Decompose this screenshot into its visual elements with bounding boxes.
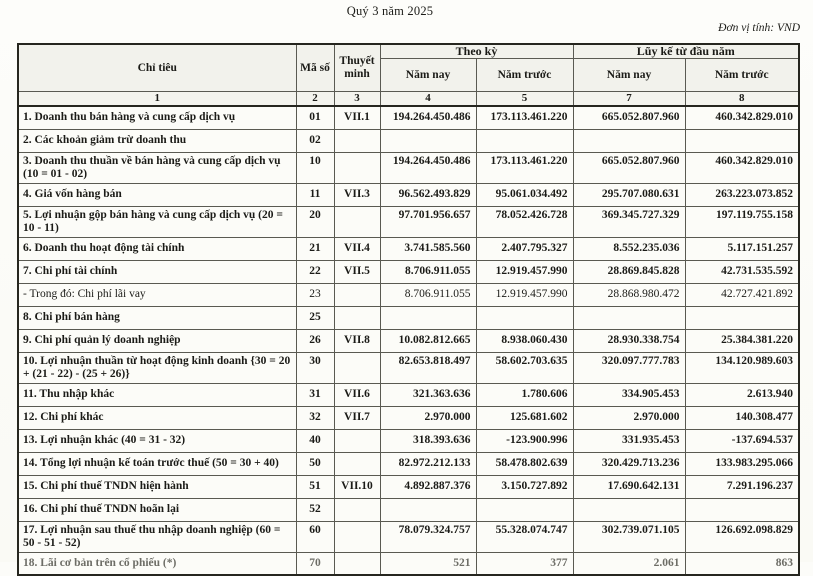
col-header-luy-ke-nam-nay: Năm nay [573, 59, 685, 92]
row-note: VII.1 [334, 106, 380, 129]
value-ytd-prior [685, 129, 799, 152]
row-code: 31 [296, 383, 334, 406]
value-ytd-current: 8.552.235.036 [573, 237, 685, 260]
row-label: 12. Chi phí khác [18, 406, 296, 429]
value-period-current: 194.264.450.486 [380, 106, 476, 129]
col-number: 8 [685, 92, 799, 107]
col-header-chi-tieu: Chỉ tiêu [18, 44, 296, 92]
row-note [334, 521, 380, 552]
col-header-luy-ke-nam-truoc: Năm trước [685, 59, 799, 92]
value-period-current: 97.701.956.657 [380, 206, 476, 237]
value-ytd-current: 369.345.727.329 [573, 206, 685, 237]
row-code: 32 [296, 406, 334, 429]
row-code: 11 [296, 183, 334, 206]
value-ytd-prior: 2.613.940 [685, 383, 799, 406]
col-number: 7 [573, 92, 685, 107]
row-code: 01 [296, 106, 334, 129]
value-period-current: 521 [380, 552, 476, 575]
table-row [18, 498, 799, 521]
value-ytd-current: 334.905.453 [573, 383, 685, 406]
value-period-current: 78.079.324.757 [380, 521, 476, 552]
value-period-prior: 95.061.034.492 [476, 183, 573, 206]
row-label: 1. Doanh thu bán hàng và cung cấp dịch vụ [18, 106, 296, 129]
table-row [18, 429, 799, 452]
col-number: 3 [334, 92, 380, 107]
value-ytd-current: 320.429.713.236 [573, 452, 685, 475]
row-label: 14. Tổng lợi nhuận kế toán trước thuế (50 = 30 + 40) [18, 452, 296, 475]
row-code: 60 [296, 521, 334, 552]
row-note: VII.5 [334, 260, 380, 283]
value-period-prior: 2.407.795.327 [476, 237, 573, 260]
row-note: VII.8 [334, 329, 380, 352]
row-code: 70 [296, 552, 334, 575]
value-period-prior: 8.938.060.430 [476, 329, 573, 352]
value-ytd-prior: 42.727.421.892 [685, 283, 799, 306]
table-row [18, 283, 799, 306]
table-row [18, 352, 799, 383]
value-period-prior: 55.328.074.747 [476, 521, 573, 552]
row-label: 11. Thu nhập khác [18, 383, 296, 406]
col-number: 5 [476, 92, 573, 107]
table-row [18, 475, 799, 498]
row-note [334, 152, 380, 183]
table-row [18, 329, 799, 352]
row-note: VII.10 [334, 475, 380, 498]
value-ytd-prior [685, 306, 799, 329]
value-period-current [380, 498, 476, 521]
row-label: 17. Lợi nhuận sau thuế thu nhập doanh nghiệp (60 = 50 - 51 - 52) [18, 521, 296, 552]
row-note: VII.4 [334, 237, 380, 260]
value-period-current [380, 129, 476, 152]
value-period-prior: 173.113.461.220 [476, 106, 573, 129]
value-ytd-current: 295.707.080.631 [573, 183, 685, 206]
value-ytd-prior: 863 [685, 552, 799, 575]
row-label: 18. Lãi cơ bản trên cổ phiếu (*) [18, 552, 296, 575]
col-group-theo-ky: Theo kỳ [380, 44, 573, 59]
row-note [334, 498, 380, 521]
row-code: 26 [296, 329, 334, 352]
col-number: 1 [18, 92, 296, 107]
row-label: - Trong đó: Chi phí lãi vay [18, 283, 296, 306]
table-row [18, 383, 799, 406]
row-note [334, 452, 380, 475]
row-label: 15. Chi phí thuế TNDN hiện hành [18, 475, 296, 498]
value-ytd-prior: 42.731.535.592 [685, 260, 799, 283]
value-ytd-prior [685, 498, 799, 521]
table-body [18, 106, 799, 575]
table-header [18, 44, 799, 106]
row-code: 52 [296, 498, 334, 521]
value-ytd-current: 2.061 [573, 552, 685, 575]
value-period-prior: 125.681.602 [476, 406, 573, 429]
row-code: 10 [296, 152, 334, 183]
row-note: VII.7 [334, 406, 380, 429]
value-period-current: 194.264.450.486 [380, 152, 476, 183]
row-code: 23 [296, 283, 334, 306]
row-label: 8. Chi phí bán hàng [18, 306, 296, 329]
table-row [18, 260, 799, 283]
row-label: 7. Chi phí tài chính [18, 260, 296, 283]
value-period-current: 8.706.911.055 [380, 283, 476, 306]
table-row [18, 406, 799, 429]
value-ytd-current: 2.970.000 [573, 406, 685, 429]
row-code: 20 [296, 206, 334, 237]
value-ytd-current: 17.690.642.131 [573, 475, 685, 498]
row-note [334, 206, 380, 237]
value-ytd-prior: 134.120.989.603 [685, 352, 799, 383]
row-label: 3. Doanh thu thuần về bán hàng và cung cấp dịch vụ (10 = 01 - 02) [18, 152, 296, 183]
value-ytd-current: 320.097.777.783 [573, 352, 685, 383]
table-row-partial [18, 552, 799, 575]
col-number: 2 [296, 92, 334, 107]
value-ytd-current: 28.869.845.828 [573, 260, 685, 283]
value-ytd-prior: 140.308.477 [685, 406, 799, 429]
value-period-prior: 1.780.606 [476, 383, 573, 406]
col-group-luy-ke-tu-dau-nam: Lũy kế từ đầu năm [573, 44, 799, 59]
table-row [18, 183, 799, 206]
value-period-prior: -123.900.996 [476, 429, 573, 452]
row-code: 30 [296, 352, 334, 383]
value-period-current: 82.972.212.133 [380, 452, 476, 475]
value-ytd-prior: 133.983.295.066 [685, 452, 799, 475]
value-ytd-current: 28.868.980.472 [573, 283, 685, 306]
row-label: 5. Lợi nhuận gộp bán hàng và cung cấp dịch vụ (20 = 10 - 11) [18, 206, 296, 237]
col-number: 4 [380, 92, 476, 107]
row-note: VII.3 [334, 183, 380, 206]
value-period-current: 4.892.887.376 [380, 475, 476, 498]
value-period-prior: 12.919.457.990 [476, 283, 573, 306]
value-period-prior: 377 [476, 552, 573, 575]
value-ytd-prior: 7.291.196.237 [685, 475, 799, 498]
row-code: 22 [296, 260, 334, 283]
value-ytd-prior: 197.119.755.158 [685, 206, 799, 237]
value-ytd-current [573, 498, 685, 521]
row-code: 40 [296, 429, 334, 452]
value-period-current: 8.706.911.055 [380, 260, 476, 283]
value-period-prior [476, 129, 573, 152]
value-ytd-current: 665.052.807.960 [573, 152, 685, 183]
row-note [334, 552, 380, 575]
table-row [18, 206, 799, 237]
col-header-theo-ky-nam-nay: Năm nay [380, 59, 476, 92]
col-header-ma-so: Mã số [296, 44, 334, 92]
col-header-thuyet-minh: Thuyết minh [334, 44, 380, 92]
table-row [18, 106, 799, 129]
value-period-prior: 58.602.703.635 [476, 352, 573, 383]
value-period-prior: 12.919.457.990 [476, 260, 573, 283]
value-ytd-current [573, 129, 685, 152]
row-code: 50 [296, 452, 334, 475]
value-period-prior [476, 306, 573, 329]
row-label: 13. Lợi nhuận khác (40 = 31 - 32) [18, 429, 296, 452]
row-note: VII.6 [334, 383, 380, 406]
value-period-prior: 3.150.727.892 [476, 475, 573, 498]
value-period-prior: 173.113.461.220 [476, 152, 573, 183]
value-ytd-prior: 126.692.098.829 [685, 521, 799, 552]
table-row [18, 237, 799, 260]
value-period-current: 10.082.812.665 [380, 329, 476, 352]
value-period-current: 318.393.636 [380, 429, 476, 452]
row-label: 6. Doanh thu hoạt động tài chính [18, 237, 296, 260]
value-ytd-prior: -137.694.537 [685, 429, 799, 452]
row-code: 02 [296, 129, 334, 152]
value-ytd-prior: 460.342.829.010 [685, 106, 799, 129]
value-ytd-current: 665.052.807.960 [573, 106, 685, 129]
value-period-current: 3.741.585.560 [380, 237, 476, 260]
row-label: 4. Giá vốn hàng bán [18, 183, 296, 206]
income-statement-table [17, 43, 800, 576]
row-code: 21 [296, 237, 334, 260]
value-period-prior: 78.052.426.728 [476, 206, 573, 237]
table-row [18, 452, 799, 475]
table-row [18, 521, 799, 552]
row-label: 2. Các khoản giảm trừ doanh thu [18, 129, 296, 152]
row-code: 51 [296, 475, 334, 498]
value-ytd-prior: 263.223.073.852 [685, 183, 799, 206]
value-ytd-current: 302.739.071.105 [573, 521, 685, 552]
value-ytd-current [573, 306, 685, 329]
value-period-prior [476, 498, 573, 521]
value-ytd-prior: 460.342.829.010 [685, 152, 799, 183]
row-note [334, 352, 380, 383]
col-header-theo-ky-nam-truoc: Năm trước [476, 59, 573, 92]
row-note [334, 429, 380, 452]
table-row [18, 129, 799, 152]
value-period-current: 96.562.493.829 [380, 183, 476, 206]
value-ytd-prior: 5.117.151.257 [685, 237, 799, 260]
value-ytd-current: 331.935.453 [573, 429, 685, 452]
value-period-current: 321.363.636 [380, 383, 476, 406]
row-note [334, 283, 380, 306]
table-row [18, 306, 799, 329]
value-period-prior: 58.478.802.639 [476, 452, 573, 475]
row-label: 10. Lợi nhuận thuần từ hoạt động kinh doanh {30 = 20 + (21 - 22) - (25 + 26)} [18, 352, 296, 383]
row-label: 16. Chi phí thuế TNDN hoãn lại [18, 498, 296, 521]
table-row [18, 152, 799, 183]
currency-unit-note: Đơn vị tính: VND [718, 22, 800, 34]
value-ytd-prior: 25.384.381.220 [685, 329, 799, 352]
value-ytd-current: 28.930.338.754 [573, 329, 685, 352]
row-note [334, 129, 380, 152]
page-title: Quý 3 năm 2025 [346, 4, 434, 18]
value-period-current: 82.653.818.497 [380, 352, 476, 383]
row-label: 9. Chi phí quản lý doanh nghiệp [18, 329, 296, 352]
row-code: 25 [296, 306, 334, 329]
row-note [334, 306, 380, 329]
value-period-current: 2.970.000 [380, 406, 476, 429]
value-period-current [380, 306, 476, 329]
